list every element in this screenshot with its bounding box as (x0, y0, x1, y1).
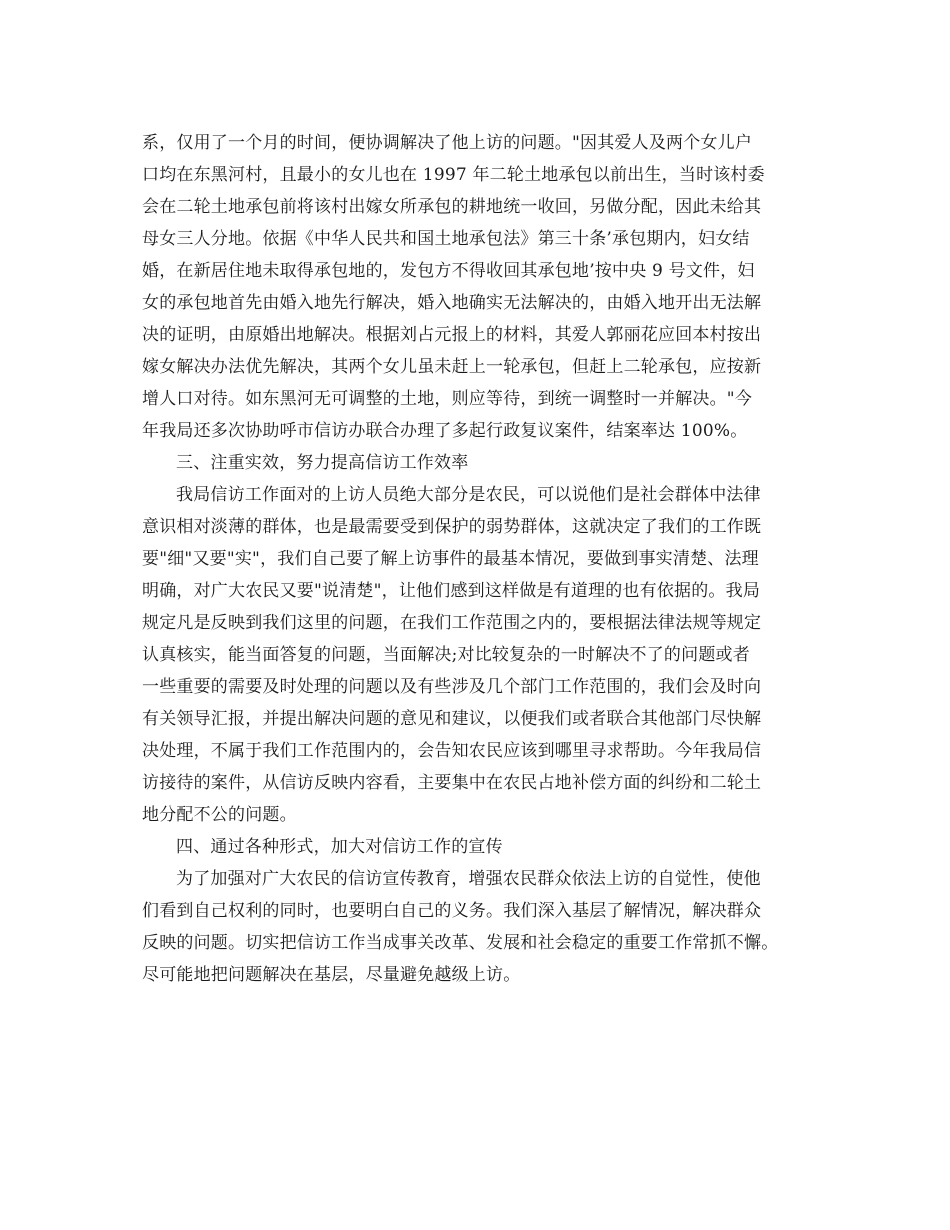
paragraph-line: 决处理，不属于我们工作范围内的，会告知农民应该到哪里寻求帮助。今年我局信 (142, 741, 762, 761)
paragraph-line: 明确，对广大农民又要"说清楚"，让他们感到这样做是有道理的也有依据的。我局 (142, 581, 761, 601)
paragraph-line: 们看到自己权利的同时，也要明白自己的义务。我们深入基层了解情况，解决群众 (142, 901, 762, 921)
paragraph-line: 地分配不公的问题。 (142, 805, 297, 825)
paragraph-line: 嫁女解决办法优先解决，其两个女儿虽未赶上一轮承包，但赶上二轮承包，应按新 (142, 357, 762, 377)
paragraph-line: 意识相对淡薄的群体，也是最需要受到保护的弱势群体，这就决定了我们的工作既 (142, 517, 762, 537)
paragraph-line: 一些重要的需要及时处理的问题以及有些涉及几个部门工作范围的，我们会及时向 (142, 677, 762, 697)
paragraph-line: 为了加强对广大农民的信访宣传教育，增强农民群众依法上访的自觉性，使他 (176, 869, 761, 889)
paragraph-line: 女的承包地首先由婚入地先行解决，婚入地确实无法解决的，由婚入地开出无法解 (142, 293, 762, 313)
section-heading-3: 三、注重实效，努力提高信访工作效率 (176, 453, 469, 473)
paragraph-line: 口均在东黑河村，且最小的女儿也在 1997 年二轮土地承包以前出生，当时该村委 (142, 165, 765, 185)
paragraph-line: 尽可能地把问题解决在基层，尽量避免越级上访。 (142, 965, 521, 985)
paragraph-line: 规定凡是反映到我们这里的问题，在我们工作范围之内的，要根据法律法规等规定 (142, 613, 762, 633)
paragraph-line: 要"细"又要"实"，我们自己要了解上访事件的最基本情况，要做到事实清楚、法理 (142, 549, 759, 569)
section-heading-4: 四、通过各种形式，加大对信访工作的宣传 (176, 837, 503, 857)
paragraph-line: 有关领导汇报，并提出解决问题的意见和建议，以便我们或者联合其他部门尽快解 (142, 709, 762, 729)
paragraph-line: 年我局还多次协助呼市信访办联合办理了多起行政复议案件，结案率达 100%。 (142, 421, 748, 441)
paragraph-line: 访接待的案件，从信访反映内容看，主要集中在农民占地补偿方面的纠纷和二轮土 (142, 773, 762, 793)
paragraph-line: 会在二轮土地承包前将该村出嫁女所承包的耕地统一收回，另做分配，因此未给其 (142, 197, 762, 217)
paragraph-line: 我局信访工作面对的上访人员绝大部分是农民，可以说他们是社会群体中法律 (176, 485, 761, 505)
paragraph-line: 反映的问题。切实把信访工作当成事关改革、发展和社会稳定的重要工作常抓不懈。 (142, 933, 779, 953)
paragraph-line: 婚，在新居住地未取得承包地的，发包方不得收回其承包地’按中央 9 号文件，妇 (142, 261, 755, 281)
paragraph-line: 认真核实，能当面答复的问题，当面解决;对比较复杂的一时解决不了的问题或者 (142, 645, 750, 665)
paragraph-line: 母女三人分地。依据《中华人民共和国土地承包法》第三十条’承包期内，妇女结 (142, 229, 750, 249)
paragraph-line: 决的证明，由原婚出地解决。根据刘占元报上的材料，其爱人郭丽花应回本村按出 (142, 325, 762, 345)
paragraph-line: 增人口对待。如东黑河无可调整的土地，则应等待，到统一调整时一并解决。"今 (142, 389, 753, 409)
paragraph-line: 系，仅用了一个月的时间，便协调解决了他上访的问题。"因其爱人及两个女儿户 (142, 133, 753, 153)
